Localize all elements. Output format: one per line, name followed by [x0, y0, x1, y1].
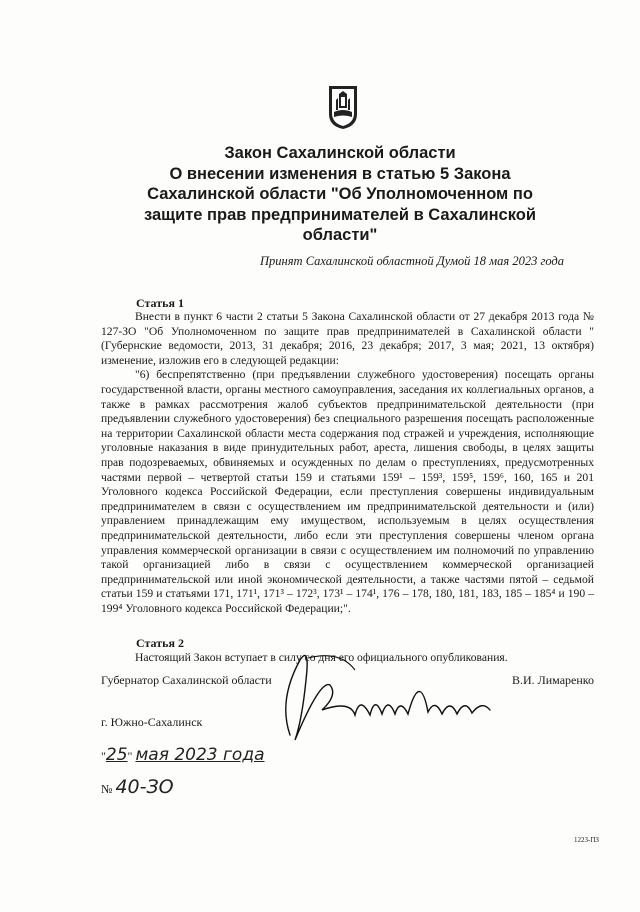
- sakhalin-coat-of-arms-icon: [327, 84, 359, 130]
- city-line: г. Южно-Сахалинск: [101, 715, 203, 729]
- page-code: 1223-ПЗ: [574, 836, 599, 844]
- article-1-paragraph: "6) беспрепятственно (при предъявлении служебного удостоверения) посещать органы государственной власти, органы местного самоуправления, заседания их коллегиальных органов, а также в рамках рассмотрения жалоб субъектов предпринимательской деятельности (при предъявлении служебного удостоверения) без специального разрешения посещать расположенные на территории Сахалинской области места содержания под стражей и учреждения, исполняющие уголовные наказания в виде принудительных работ, ареста, лишения свободы, в целях защиты прав подозреваемых, обвиняемых и осужденных по делам о преступлениях, предусмотренных частями первой – четвертой статьи 159 и статьями 159¹ – 159³, 159⁵, 159⁶, 160, 165 и 201 Уголовного кодекса Российской Федерации, если преступления совершены индивидуальным предпринимателем в связи с осуществлением им предпринимательской деятельности и (или) управлением принадлежащим ему имуществом, используемым в целях осуществления предпринимательской деятельности, либо если эти преступления совершены членом органа управления коммерческой организации в связи с осуществлением им полномочий по управлению такой организацией либо в связи с осуществлением коммерческой организацией предпринимательской или иной экономической деятельности, а также частями пятой – седьмой статьи 159 и статьями 171, 171¹, 171³ – 172³, 173¹ – 174¹, 176 – 178, 180, 181, 183, 185 – 185⁴ и 190 – 199⁴ Уголовного кодекса Российской Федерации;".: [101, 368, 594, 615]
- law-title-line: О внесении изменения в статью 5 Закона: [169, 164, 511, 183]
- adoption-note: Принят Сахалинской областной Думой 18 мая 2023 года: [260, 254, 564, 268]
- article-1-body: [101, 310, 594, 616]
- law-title-line: области": [302, 226, 378, 244]
- governor-position: Губернатор Сахалинской области: [101, 673, 272, 687]
- article-2-paragraph: Настоящий Закон вступает в силу со дня его официального опубликования.: [135, 651, 508, 664]
- law-title-line: Закон Сахалинской области: [224, 144, 456, 162]
- article-2-heading: Статья 2: [136, 636, 184, 650]
- handwritten-signature: [260, 640, 500, 750]
- governor-name: В.И. Лимаренко: [511, 673, 594, 687]
- date-month-year: мая 2023 года: [135, 745, 265, 765]
- law-title: [100, 143, 580, 246]
- article-1-paragraph: Внести в пункт 6 части 2 статьи 5 Закона Сахалинской области от 27 декабря 2013 года № 127-ЗО "Об Уполномоченном по защите прав предпринимателей в Сахалинской области " (Губернские ведомости, 2013, 31 декабря; 2016, 23 декабря; 2017, 3 мая; 2021, 13 октября) изменение, изложив его в следующей редакции:: [101, 310, 594, 367]
- article-1-heading: Статья 1: [136, 296, 184, 310]
- law-number: 40-ЗО: [115, 776, 174, 798]
- law-number-line: [101, 776, 174, 798]
- law-title-line: защите прав предпринимателей в Сахалинской: [143, 205, 536, 224]
- law-title-line: Сахалинской области "Об Уполномоченном по: [147, 185, 533, 203]
- date-quote: ": [101, 749, 106, 763]
- date-day: 25: [105, 745, 128, 765]
- number-sign: №: [101, 782, 113, 796]
- date-quote: ": [127, 749, 133, 763]
- date-line: [101, 745, 265, 765]
